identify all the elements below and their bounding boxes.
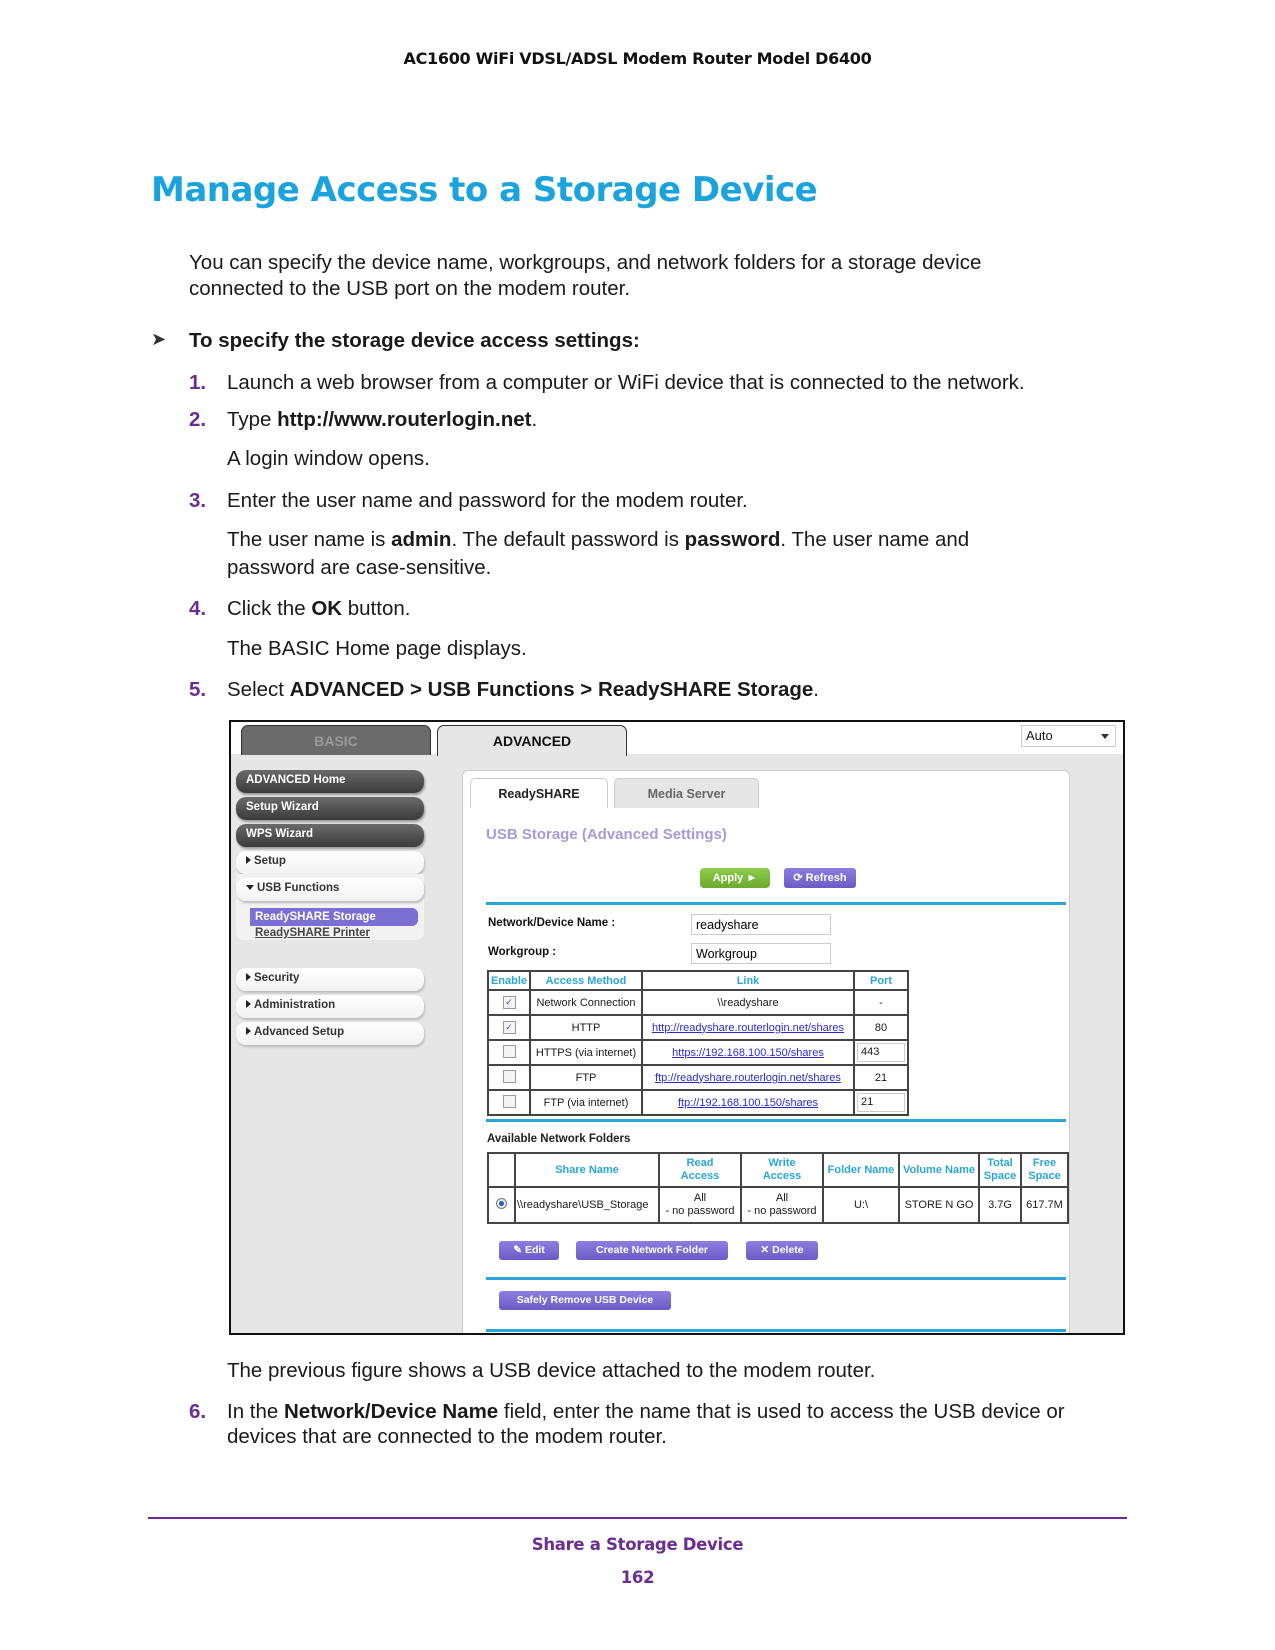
edit-button[interactable]: ✎ Edit: [499, 1241, 559, 1260]
step-2-number: 2.: [189, 408, 207, 431]
nav-setup-wizard[interactable]: Setup Wizard: [236, 797, 424, 820]
caret-right-icon: [246, 973, 251, 981]
step-3-text: Enter the user name and password for the modem router.: [227, 489, 748, 512]
footer-divider: [148, 1517, 1127, 1519]
caret-down-icon: [246, 885, 254, 890]
apply-button[interactable]: Apply ►: [700, 868, 770, 888]
running-header: AC1600 WiFi VDSL/ADSL Modem Router Model D6400: [403, 49, 872, 68]
folder-radio[interactable]: [496, 1198, 507, 1209]
section-title: USB Storage (Advanced Settings): [486, 826, 727, 843]
device-name-label: Network/Device Name :: [488, 917, 616, 929]
enable-checkbox[interactable]: [503, 1045, 516, 1058]
procedure-heading: ➤ To specify the storage device access settings:: [151, 329, 640, 352]
nav-wps-wizard[interactable]: WPS Wizard: [236, 824, 424, 847]
nav-advanced-home[interactable]: ADVANCED Home: [236, 770, 424, 793]
url-text: http://www.routerlogin.net: [277, 408, 532, 431]
tab-advanced[interactable]: ADVANCED: [437, 725, 627, 756]
table-row: ✓ HTTP http://readyshare.routerlogin.net/shares 80: [488, 1015, 908, 1040]
router-screenshot: [229, 720, 1125, 1335]
enable-checkbox[interactable]: [503, 1095, 516, 1108]
tab-readyshare[interactable]: ReadySHARE: [470, 778, 608, 808]
step-2-note: A login window opens.: [227, 447, 430, 470]
step-4-number: 4.: [189, 597, 207, 620]
nav-security[interactable]: Security: [236, 968, 424, 991]
step-6-text: In the Network/Device Name field, enter the name that is used to access the USB device or: [227, 1400, 1065, 1423]
footer-section: Share a Storage Device: [531, 1535, 744, 1554]
page-number: 162: [620, 1568, 655, 1587]
chevron-down-icon: [1101, 734, 1109, 739]
step-6-number: 6.: [189, 1400, 207, 1423]
step-1-number: 1.: [189, 371, 207, 394]
nav-advanced-setup[interactable]: Advanced Setup: [236, 1022, 424, 1045]
access-link[interactable]: http://readyshare.routerlogin.net/shares: [651, 1021, 844, 1034]
caret-right-icon: [246, 1027, 251, 1035]
nav-readyshare-printer[interactable]: ReadySHARE Printer: [255, 927, 371, 939]
access-method-table: [487, 970, 909, 1116]
device-name-input[interactable]: [691, 914, 831, 935]
workgroup-label: Workgroup :: [488, 946, 557, 958]
step-5-number: 5.: [189, 678, 207, 701]
nav-administration[interactable]: Administration: [236, 995, 424, 1018]
enable-checkbox[interactable]: [503, 1070, 516, 1083]
safely-remove-usb-button[interactable]: Safely Remove USB Device: [499, 1291, 671, 1310]
tab-media-server[interactable]: Media Server: [614, 778, 759, 808]
intro-line-2: connected to the USB port on the modem router.: [189, 277, 631, 300]
folders-heading: Available Network Folders: [487, 1133, 631, 1145]
page-title: Manage Access to a Storage Device: [151, 170, 818, 210]
access-link[interactable]: ftp://192.168.100.150/shares: [677, 1096, 819, 1109]
nav-readyshare-storage[interactable]: ReadySHARE Storage: [250, 908, 418, 926]
delete-button[interactable]: ✕ Delete: [746, 1241, 818, 1260]
nav-usb-functions[interactable]: USB Functions: [236, 878, 424, 901]
col-link: Link: [642, 971, 854, 990]
step-3-note: The user name is admin. The default password is password. The user name and: [227, 528, 970, 551]
access-link[interactable]: https://192.168.100.150/shares: [672, 1046, 824, 1059]
col-port: Port: [854, 971, 908, 990]
step-2-text: Type http://www.routerlogin.net.: [227, 408, 538, 431]
table-row: FTP ftp://readyshare.routerlogin.net/shares 21: [488, 1065, 908, 1090]
step-4-note: The BASIC Home page displays.: [227, 637, 527, 660]
caret-right-icon: [246, 856, 251, 864]
divider: [486, 1277, 1066, 1280]
play-icon: ►: [746, 872, 758, 884]
divider: [486, 1329, 1066, 1332]
divider: [486, 1119, 1066, 1122]
refresh-button[interactable]: ⟳ Refresh: [784, 868, 856, 888]
port-input[interactable]: 443: [857, 1043, 905, 1062]
step-5-text: Select ADVANCED > USB Functions > ReadySHARE Storage.: [227, 678, 819, 701]
close-icon: ✕: [760, 1244, 770, 1256]
step-3-note-2: password are case-sensitive.: [227, 556, 492, 579]
enable-checkbox[interactable]: ✓: [503, 1021, 516, 1034]
workgroup-input[interactable]: [691, 943, 831, 964]
network-folders-table: Share Name Read Access Write Access Folder Name Volume Name Total Space Free Space \\readyshare\USB_Storage All - no password All - no password U:\ STORE N GO 3.7G 617.7M: [487, 1152, 1069, 1224]
table-row: FTP (via internet) ftp://192.168.100.150/shares 21: [488, 1090, 908, 1115]
tab-basic[interactable]: BASIC: [241, 725, 431, 755]
step-4-text: Click the OK button.: [227, 597, 411, 620]
caret-right-icon: [246, 1000, 251, 1008]
figure-caption: The previous figure shows a USB device attached to the modem router.: [227, 1359, 876, 1382]
pencil-icon: ✎: [513, 1244, 523, 1256]
table-row: \\readyshare\USB_Storage All - no password All - no password U:\ STORE N GO 3.7G 617.7M: [488, 1187, 1068, 1223]
step-3-number: 3.: [189, 489, 207, 512]
intro-line-1: You can specify the device name, workgroups, and network folders for a storage device: [189, 251, 982, 274]
col-access-method: Access Method: [530, 971, 642, 990]
col-enable: Enable: [488, 971, 530, 990]
port-input[interactable]: 21: [857, 1093, 905, 1112]
nav-setup[interactable]: Setup: [236, 851, 424, 874]
create-network-folder-button[interactable]: Create Network Folder: [576, 1241, 728, 1260]
refresh-icon: ⟳: [793, 872, 803, 884]
arrow-bullet-icon: ➤: [151, 329, 167, 349]
table-row: HTTPS (via internet) https://192.168.100.150/shares 443: [488, 1040, 908, 1065]
language-select[interactable]: Auto: [1021, 725, 1116, 747]
step-6-text-2: devices that are connected to the modem router.: [227, 1425, 667, 1448]
step-1-text: Launch a web browser from a computer or WiFi device that is connected to the network.: [227, 371, 1025, 394]
enable-checkbox[interactable]: ✓: [503, 996, 516, 1009]
divider: [486, 902, 1066, 905]
table-row: ✓ Network Connection \\readyshare -: [488, 990, 908, 1015]
access-link[interactable]: ftp://readyshare.routerlogin.net/shares: [655, 1071, 841, 1084]
